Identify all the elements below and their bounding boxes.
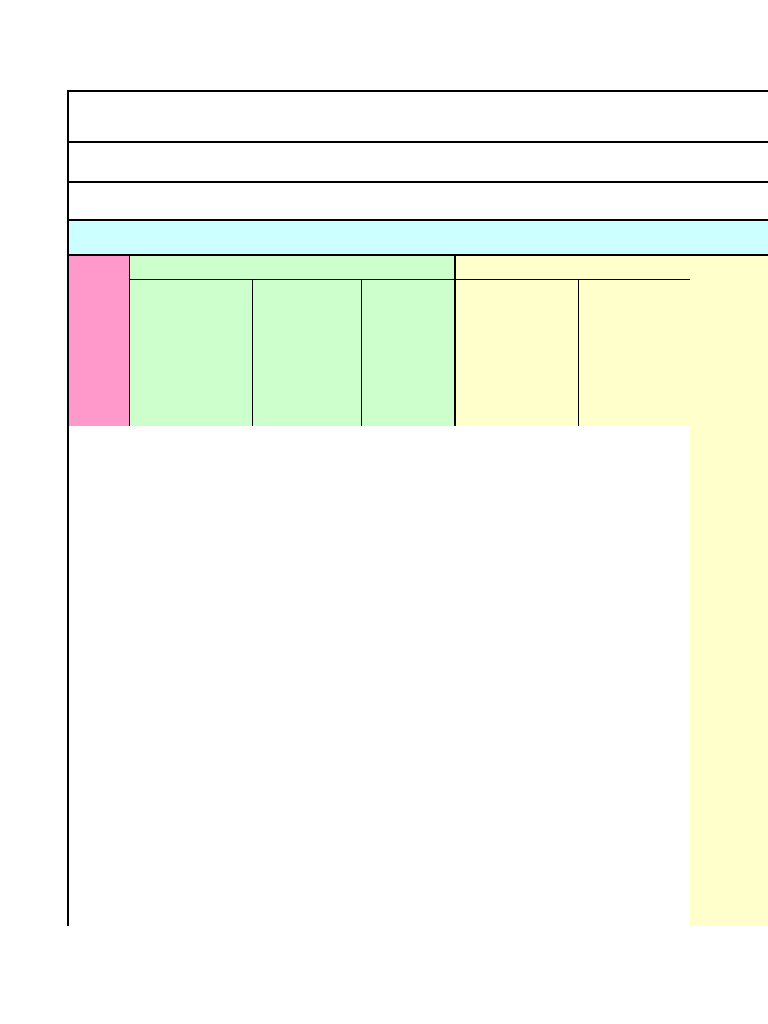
instructions-row (69, 183, 768, 221)
website-row (69, 143, 768, 183)
cash-return-header (253, 280, 362, 426)
npv-spreadsheet (67, 90, 768, 926)
cash-out-header (456, 280, 579, 426)
discount-rate-header (362, 280, 456, 426)
calculation-overflow-area (690, 256, 768, 926)
title-row (69, 92, 768, 143)
automatic-calculation-header (456, 256, 690, 280)
solution-box (69, 221, 768, 256)
year-number-header (69, 256, 130, 426)
cash-in-header (579, 280, 690, 426)
cash-investment-header (130, 280, 253, 426)
user-data-input-header (130, 256, 456, 280)
